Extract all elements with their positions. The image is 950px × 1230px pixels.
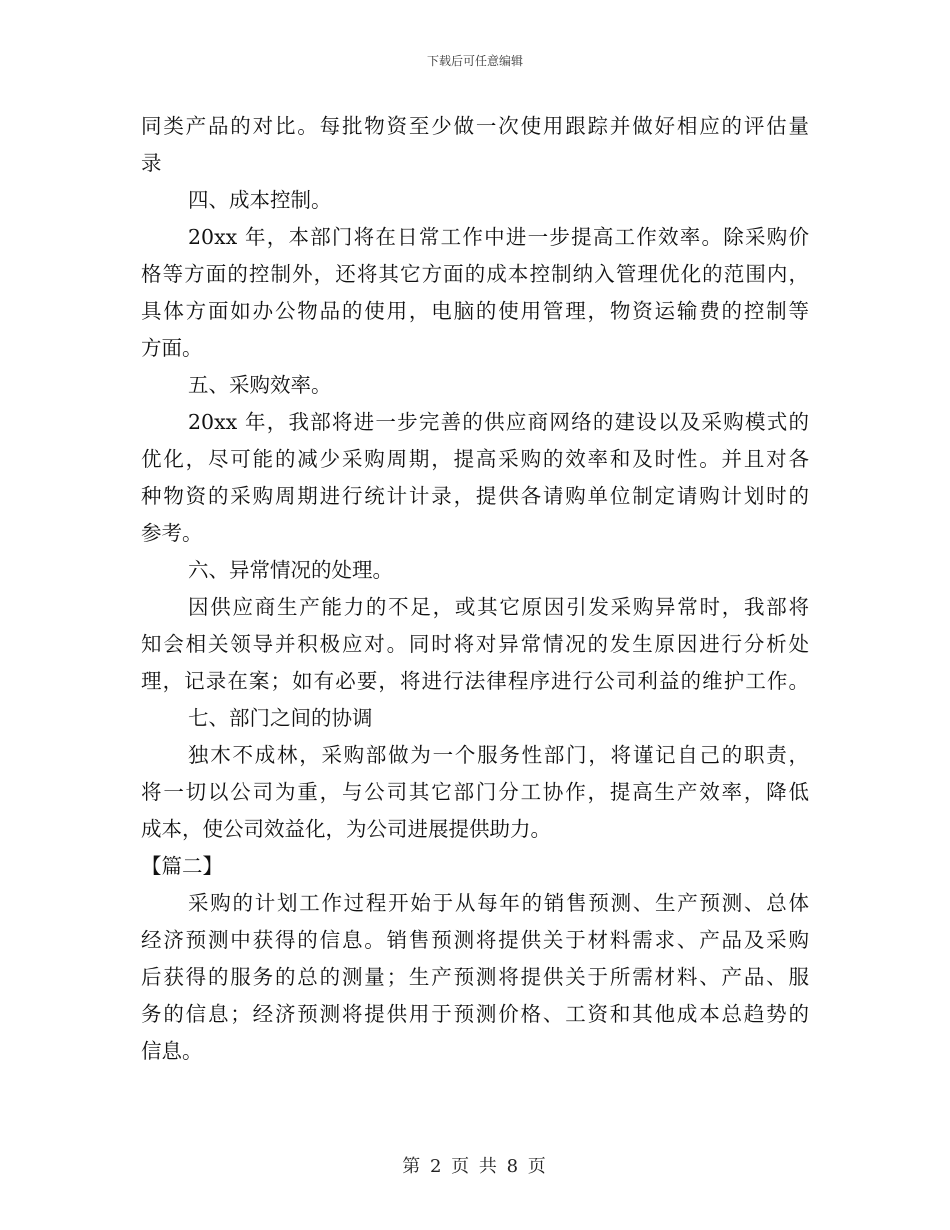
paragraph-line: 参考。 — [141, 521, 203, 545]
paragraph-line: 录 — [141, 151, 162, 175]
paragraph-line: 后获得的服务的总的测量；生产预测将提供关于所需材料、产品、服 — [141, 965, 809, 989]
page-header: 下载后可任意编辑 — [426, 54, 523, 68]
section-heading-coordination: 七、部门之间的协调 — [188, 706, 373, 730]
section-heading-part-two: 【篇二】 — [141, 854, 223, 878]
paragraph-line: 种物资的采购周期进行统计计录，提供各请购单位制定请购计划时的 — [141, 484, 809, 508]
paragraph-line: 同类产品的对比。每批物资至少做一次使用跟踪并做好相应的评估量 — [141, 114, 809, 138]
paragraph-line: 经济预测中获得的信息。销售预测将提供关于材料需求、产品及采购 — [141, 928, 809, 952]
paragraph-line: 具体方面如办公物品的使用，电脑的使用管理，物资运输费的控制等 — [141, 299, 809, 323]
paragraph-line: 20xx 年，本部门将在日常工作中进一步提高工作效率。除采购价 — [188, 225, 809, 249]
paragraph-line: 成本，使公司效益化，为公司进展提供助力。 — [141, 817, 551, 841]
paragraph-line: 20xx 年，我部将进一步完善的供应商网络的建设以及采购模式的 — [188, 410, 809, 434]
section-heading-cost-control: 四、成本控制。 — [188, 188, 332, 212]
section-heading-purchase-efficiency: 五、采购效率。 — [188, 373, 332, 397]
paragraph-line: 将一切以公司为重，与公司其它部门分工协作，提高生产效率，降低 — [141, 780, 809, 804]
section-heading-exception-handling: 六、异常情况的处理。 — [188, 558, 393, 582]
paragraph-line: 方面。 — [141, 336, 203, 360]
paragraph-line: 格等方面的控制外，还将其它方面的成本控制纳入管理优化的范围内， — [141, 262, 809, 286]
page-footer: 第 2 页 共 8 页 — [402, 1156, 548, 1177]
document-body — [141, 108, 809, 1070]
paragraph-line: 因供应商生产能力的不足，或其它原因引发采购异常时，我部将 — [188, 595, 809, 619]
paragraph-line: 优化，尽可能的减少采购周期，提高采购的效率和及时性。并且对各 — [141, 447, 809, 471]
paragraph-line: 信息。 — [141, 1039, 203, 1063]
paragraph-line: 务的信息；经济预测将提供用于预测价格、工资和其他成本总趋势的 — [141, 1002, 809, 1026]
paragraph-line: 独木不成林，采购部做为一个服务性部门，将谨记自己的职责， — [188, 743, 809, 767]
paragraph-line: 采购的计划工作过程开始于从每年的销售预测、生产预测、总体 — [188, 891, 809, 915]
paragraph-line: 理，记录在案；如有必要，将进行法律程序进行公司利益的维护工作。 — [141, 669, 809, 693]
paragraph-line: 知会相关领导并积极应对。同时将对异常情况的发生原因进行分析处 — [141, 632, 809, 656]
